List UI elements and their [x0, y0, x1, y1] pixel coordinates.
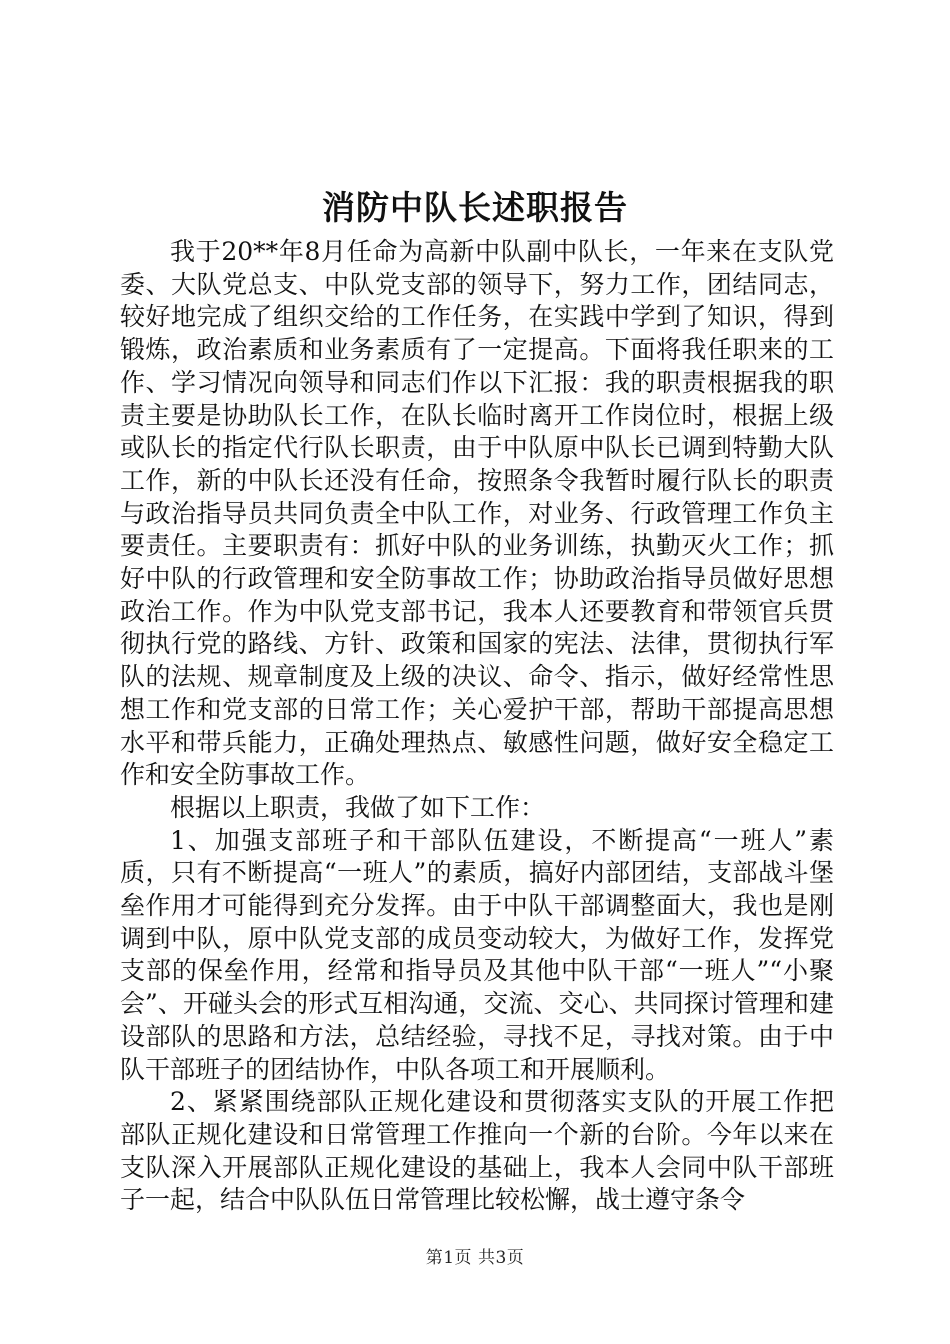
document-title: 消防中队长述职报告 [322, 188, 628, 227]
paragraph-item-2: 2、紧紧围绕部队正规化建设和贯彻落实支队的开展工作把部队正规化建设和日常管理工作推向一个新的台阶。今年以来在支队深入开展部队正规化建设的基础上，我本人会同中队干部班子一起，结合中队队伍日常管理比较松懈，战士遵守条令 [120, 1087, 834, 1215]
page-footer: 第1页 共3页 [425, 1248, 525, 1268]
paragraph-item-1: 1、加强支部班子和干部队伍建设，不断提高“一班人”素质，只有不断提高“一班人”的素质，搞好内部团结，支部战斗堡垒作用才可能得到充分发挥。由于中队干部调整面大，我也是刚调到中队，原中队党支部的成员变动较大，为做好工作，发挥党支部的保垒作用，经常和指导员及其他中队干部“一班人”“小聚会”、开碰头会的形式互相沟通，交流、交心、共同探讨管理和建设部队的思路和方法，总结经验，寻找不足，寻找对策。由于中队干部班子的团结协作，中队各项工和开展顺利。 [120, 825, 834, 1084]
paragraph-work-intro: 根据以上职责，我做了如下工作： [170, 792, 546, 822]
document-body [120, 236, 834, 1217]
paragraph-duties: 我于20**年8月任命为高新中队副中队长，一年来在支队党委、大队党总支、中队党支部的领导下，努力工作，团结同志，较好地完成了组织交给的工作任务，在实践中学到了知识，得到锻炼，政治素质和业务素质有了一定提高。下面将我任职来的工作、学习情况向领导和同志们作以下汇报：我的职责根据我的职责主要是协助队长工作，在队长临时离开工作岗位时，根据上级或队长的指定代行队长职责，由于中队原中队长已调到特勤大队工作，新的中队长还没有任命，按照条令我暂时履行队长的职责与政治指导员共同负责全中队工作，对业务、行政管理工作负主要责任。主要职责有：抓好中队的业务训练，执勤灭火工作；抓好中队的行政管理和安全防事故工作；协助政治指导员做好思想政治工作。作为中队党支部书记，我本人还要教育和带领官兵贯彻执行党的路线、方针、政策和国家的宪法、法律，贯彻执行军队的法规、规章制度及上级的决议、命令、指示，做好经常性思想工作和党支部的日常工作；关心爱护干部，帮助干部提高思想水平和带兵能力，正确处理热点、敏感性问题，做好安全稳定工作和安全防事故工作。 [120, 237, 834, 790]
